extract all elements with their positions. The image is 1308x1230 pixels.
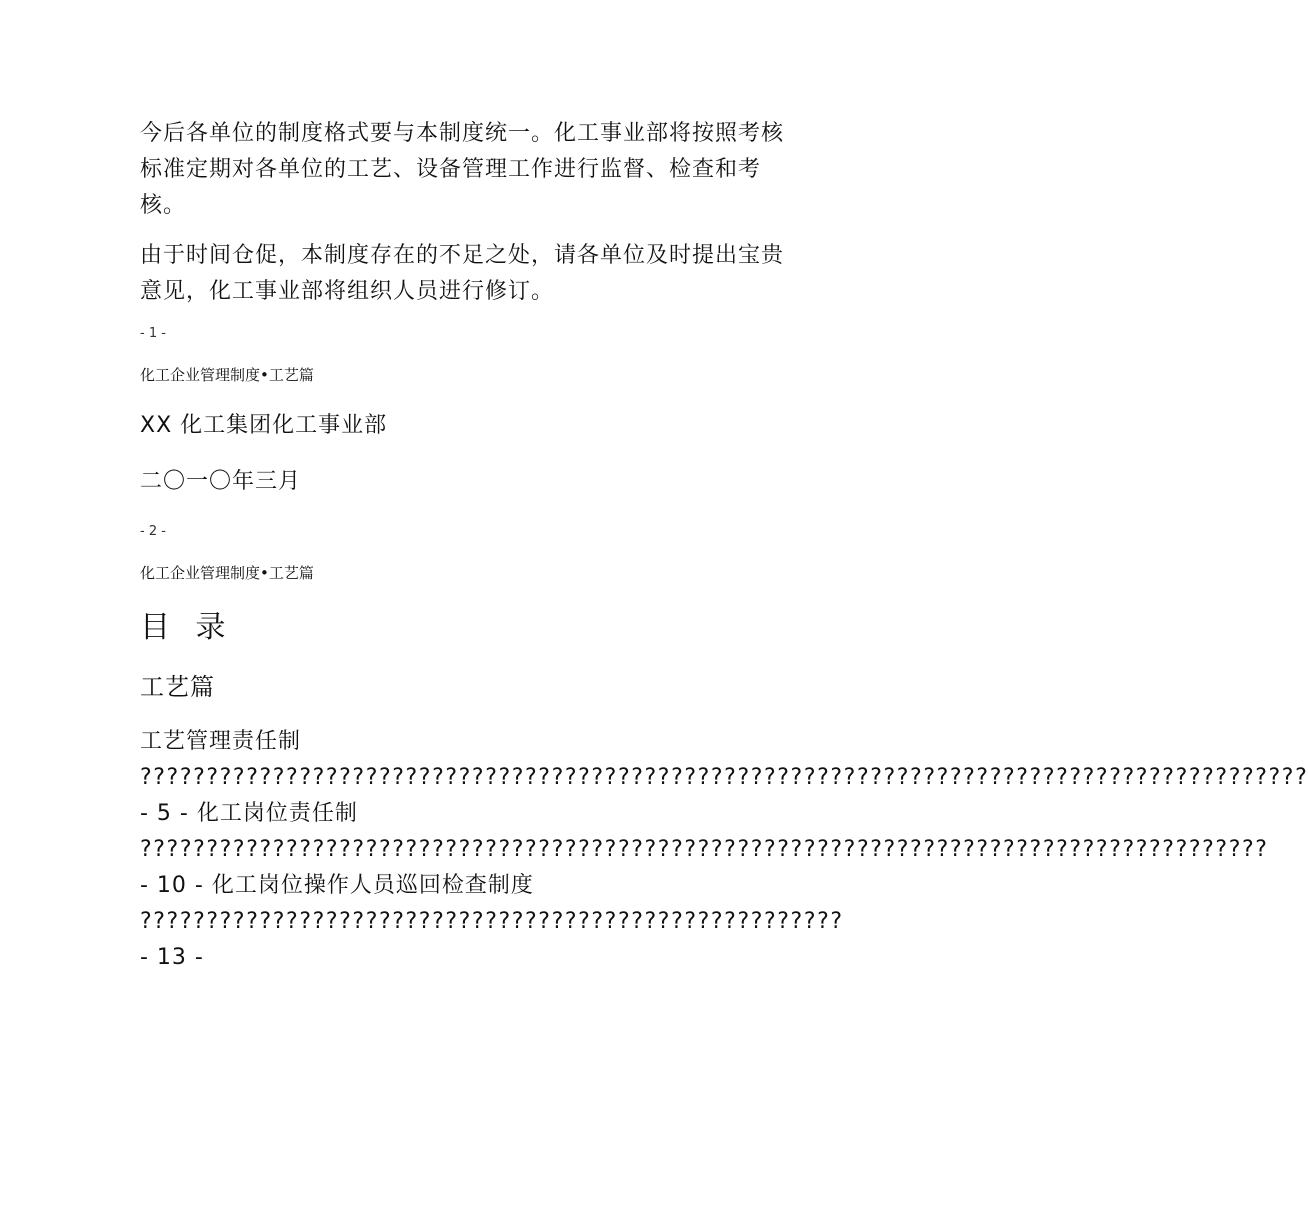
running-header-page-3: 化工企业管理制度•工艺篇: [140, 564, 314, 582]
page-number-2: - 2 -: [140, 524, 166, 539]
toc-part-title: 工艺篇: [140, 673, 215, 701]
toc-title: 目 录: [140, 610, 234, 645]
toc-entry-2-page: - 10 -: [140, 873, 212, 898]
running-header-page-2: 化工企业管理制度•工艺篇: [140, 366, 314, 384]
organization-name: XX 化工集团化工事业部: [140, 413, 388, 438]
toc-entry-1-page: - 5 -: [140, 801, 197, 826]
toc-entry-1-leaders: ????????????????????????????????????????????????????????????????????????????????????????: [140, 765, 1308, 790]
toc-entry-2-title[interactable]: 化工岗位责任制: [196, 801, 358, 826]
toc-entry-2-leaders: ?????????????????????????????????????????????????????????????????????????????????????: [140, 837, 1269, 862]
page-number-1: - 1 -: [140, 326, 166, 341]
table-of-contents: [140, 724, 1308, 976]
toc-entry-3-leaders: ?????????????????????????????????????????????????????: [140, 909, 844, 934]
document-page: [140, 116, 1308, 976]
toc-entry-3-page: - 13 -: [140, 945, 204, 970]
intro-paragraph-format: 今后各单位的制度格式要与本制度统一。化工事业部将按照考核标准定期对各单位的工艺、设备管理工作进行监督、检查和考核。: [140, 121, 785, 218]
publication-date: 二〇一〇年三月: [140, 469, 302, 494]
toc-entry-1-title[interactable]: 工艺管理责任制: [140, 729, 302, 754]
intro-paragraph-feedback: 由于时间仓促，本制度存在的不足之处，请各单位及时提出宝贵意见，化工事业部将组织人员进行修订。: [140, 243, 785, 304]
toc-entry-3-title[interactable]: 化工岗位操作人员巡回检查制度: [211, 873, 534, 898]
